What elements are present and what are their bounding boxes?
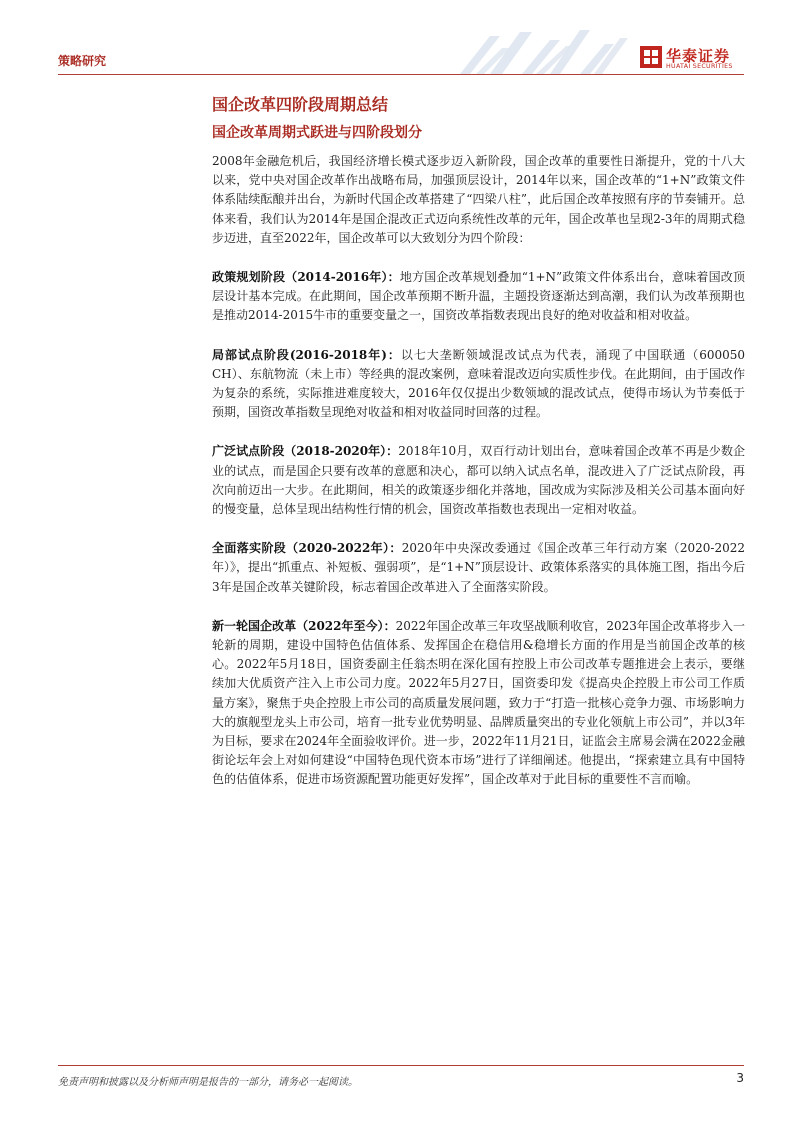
stage-heading: 政策规划阶段（2014-2016年）： <box>212 270 400 285</box>
footer-divider <box>58 1065 744 1066</box>
stage-paragraph <box>212 442 745 519</box>
stage-heading: 新一轮国企改革（2022年至今）： <box>212 618 396 633</box>
disclaimer-text: 免责声明和披露以及分析师声明是报告的一部分，请务必一起阅读。 <box>58 1077 358 1088</box>
stage-body: 地方国企改革规划叠加“1+N”政策文件体系出台，意味着国改顶层设计基本完成。在此期间，国企改革预期不断升温，主题投资逐渐达到高潮，我们认为改革预期也是推动2014-2015牛市的重要变量之一，国资改革指数表现出良好的绝对收益和相对收益。 <box>212 270 745 323</box>
stage-body: 2022年国企改革三年攻坚战顺利收官，2023年国企改革将步入一轮新的周期，建设中国特色估值体系、发挥国企在稳信用&稳增长方面的作用是当前国企改革的核心。2022年5月18日，国资委副主任翁杰明在深化国有控股上市公司改革专题推进会上表示，要继续加大优质资产注入上市公司力度。2022年5月27日，国资委印发《提高央企控股上市公司工作质量方案》，聚焦于央企控股上市公司的高质量发展问题，致力于“打造一批核心竞争力强、市场影响力大的旗舰型龙头上市公司，培育一批专业优势明显、品牌质量突出的专业化领航上市公司”，并以3年为目标，要求在2024年全面验收评价。进一步，2022年11月21日，证监会主席易会满在2022金融街论坛年会上对如何建设“中国特色现代资本市场”进行了详细阐述。他提出，“探索建立具有中国特色的估值体系，促进市场资源配置功能更好发挥”，国企改革对于此目标的重要性不言而喻。 <box>212 618 745 787</box>
stage-heading: 局部试点阶段(2016-2018年)： <box>212 347 401 362</box>
stage-heading: 广泛试点阶段（2018-2020年）： <box>212 444 399 459</box>
stage-heading: 全面落实阶段（2020-2022年）： <box>212 541 402 556</box>
section-subtitle: 国企改革周期式跃进与四阶段划分 <box>212 125 422 141</box>
stage-paragraph <box>212 346 745 423</box>
stage-body: 以七大垄断领域混改试点为代表，涌现了中国联通（600050 CH）、东航物流（未上市）等经典的混改案例，意味着混改迈向实质性步伐。在此期间，由于国改作为复杂的系统，实际推进难度较大，2016年仅仅提出少数领域的混改试点，使得市场认为节奏低于预期，国资改革指数呈现绝对收益和相对收益同时回落的过程。 <box>212 347 746 420</box>
page-title: 国企改革四阶段周期总结 <box>212 95 389 114</box>
stage-paragraph <box>212 617 745 790</box>
page-number: 3 <box>736 1071 744 1085</box>
stage-paragraph <box>212 539 745 597</box>
section-label: 策略研究 <box>58 54 107 68</box>
stage-body: 2018年10月，双百行动计划出台，意味着国企改革不再是少数企业的试点，而是国企只要有改革的意愿和决心，都可以纳入试点名单，混改进入了广泛试点阶段，再次向前迈出一大步。在此期间，相关的政策逐步细化并落地，国改成为实际涉及相关公司基本面向好的慢变量，总体呈现出结构性行情的机会，国资改革指数也表现出一定相对收益。 <box>212 444 746 517</box>
header-decoration <box>440 26 640 74</box>
logo-name-en: HUATAI SECURITIES <box>666 63 733 70</box>
logo-name-cn: 华泰证券 <box>666 47 731 65</box>
company-logo <box>640 44 746 74</box>
header-divider <box>58 74 744 75</box>
intro-paragraph: 2008年金融危机后，我国经济增长模式逐步迈入新阶段，国企改革的重要性日渐提升，党的十八大以来，党中央对国企改革作出战略布局，加强顶层设计，2014年以来，国企改革的“1+N”政策文件体系陆续酝酿并出台，为新时代国企改革搭建了“四梁八柱”，此后国企改革按照有序的节奏铺开。总体来看，我们认为2014年是国企混改正式迈向系统性改革的元年，国企改革也呈现2-3年的周期式稳步迈进，直至2022年，国企改革可以大致划分为四个阶段： <box>212 154 745 245</box>
report-body <box>212 92 745 810</box>
stage-paragraph <box>212 268 745 326</box>
stage-body: 2020年中央深改委通过《国企改革三年行动方案（2020-2022年）》，提出“抓重点、补短板、强弱项”，是“1+N”顶层设计、政策体系落实的具体施工图，指出今后3年是国企改革关键阶段，标志着国企改革进入了全面落实阶段。 <box>212 541 745 594</box>
logo-icon <box>640 46 662 68</box>
